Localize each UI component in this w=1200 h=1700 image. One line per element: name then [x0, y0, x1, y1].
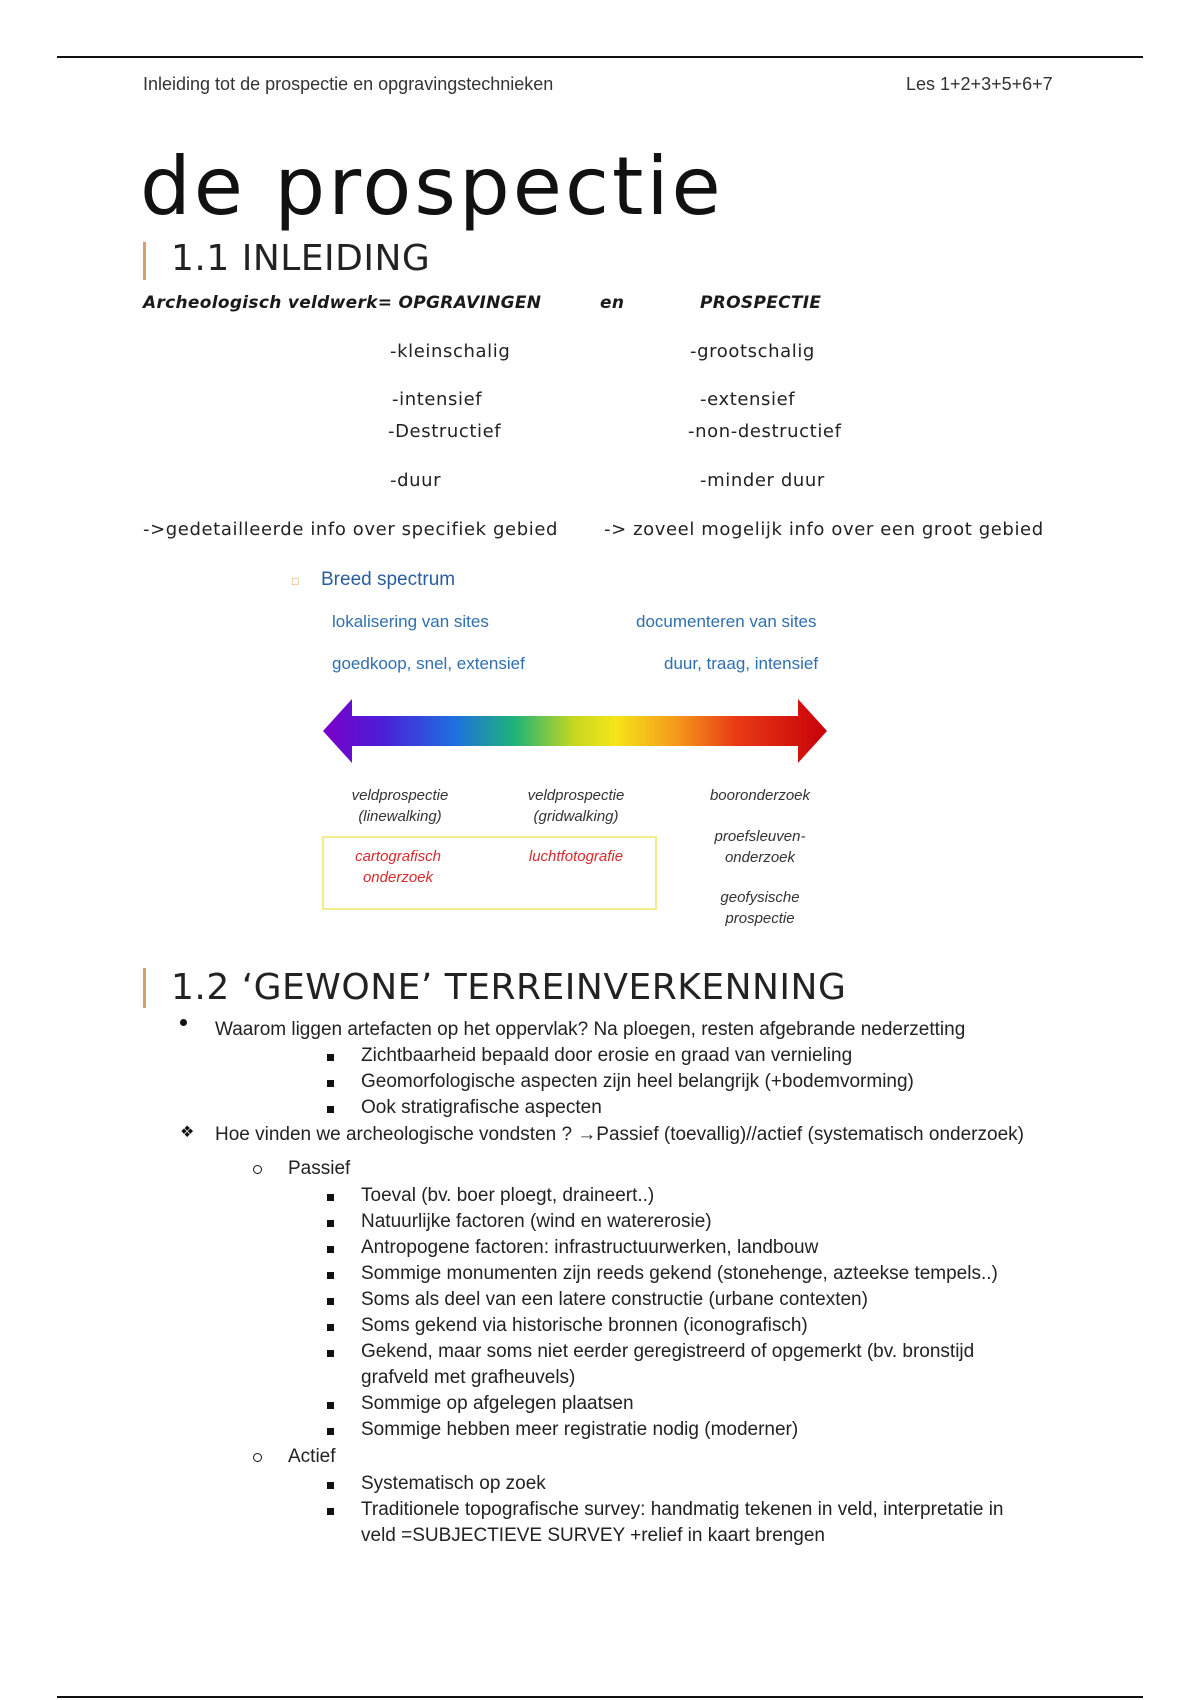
left-item: -intensief: [392, 389, 483, 410]
actief-label: Actief: [288, 1446, 336, 1467]
method-proefsleuven-onderzoek: proefsleuven-onderzoek: [714, 828, 806, 866]
square-bullet-icon: [327, 1428, 334, 1435]
square-bullet-icon: [327, 1246, 334, 1253]
square-bullet-icon: [327, 1194, 334, 1201]
header-course: Inleiding tot de prospectie en opgravingstechnieken: [143, 74, 554, 94]
bullet-dot-icon: [180, 1019, 187, 1026]
intro-label: Archeologisch veldwerk= OPGRAVINGEN: [143, 293, 542, 313]
right-item: -grootschalig: [690, 341, 815, 362]
square-bullet-icon: [327, 1324, 334, 1331]
method-geofysische-prospectie: geofysische prospectie: [720, 889, 800, 927]
square-bullet-icon: [327, 1402, 334, 1409]
intro-right-head: PROSPECTIE: [700, 293, 822, 313]
passief-label: Passief: [288, 1158, 351, 1179]
method-luchtfotografie: luchtfotografie: [528, 848, 624, 865]
circle-bullet-icon: [253, 1453, 262, 1462]
bullet-how: Hoe vinden we archeologische vondsten ? →Passief (toevallig)//actief (systematisch onderzoek): [215, 1124, 1024, 1145]
sub-item: Geomorfologische aspecten zijn heel belangrijk (+bodemvorming): [361, 1071, 914, 1092]
sub-item: Ook stratigrafische aspecten: [361, 1097, 602, 1118]
header-rule: [57, 56, 1143, 58]
square-bullet-icon: [327, 1508, 334, 1515]
circle-bullet-icon: [253, 1165, 262, 1174]
square-bullet-icon: [327, 1054, 334, 1061]
spectrum-right-line2: duur, traag, intensief: [664, 654, 819, 673]
left-item: -Destructief: [388, 421, 502, 442]
passief-item: Soms gekend via historische bronnen (iconografisch): [361, 1315, 808, 1336]
spectrum-left-line2: goedkoop, snel, extensief: [332, 654, 525, 673]
page-title: de prospectie: [140, 140, 724, 233]
square-bullet-icon: [327, 1272, 334, 1279]
actief-item: Traditionele topografische survey: handmatig tekenen in veld, interpretatie in: [361, 1499, 1004, 1520]
section1-heading: 1.1 INLEIDING: [171, 238, 431, 279]
passief-item-continued: grafveld met grafheuvels): [361, 1367, 576, 1388]
method-veldprospectie-linewalking: veldprospectie (linewalking): [351, 787, 449, 825]
spectrum-bullet-icon: □: [292, 576, 299, 588]
section2-bar: [143, 968, 146, 1008]
passief-item: Sommige op afgelegen plaatsen: [361, 1393, 634, 1414]
sub-item: Zichtbaarheid bepaald door erosie en graad van vernieling: [361, 1045, 853, 1066]
spectrum-arrow: [320, 696, 830, 766]
passief-item: Sommige hebben meer registratie nodig (moderner): [361, 1419, 799, 1440]
bullet-why: Waarom liggen artefacten op het oppervlak? Na ploegen, resten afgebrande nederzetting: [215, 1019, 966, 1040]
left-item: -duur: [390, 470, 442, 491]
diamond-bullet-icon: ❖: [180, 1124, 195, 1141]
method-cartografisch-onderzoek: cartografisch onderzoek: [355, 848, 441, 886]
right-item: -extensief: [700, 389, 796, 410]
left-summary: ->gedetailleerde info over specifiek gebied: [143, 519, 559, 540]
footer-rule: [57, 1696, 1143, 1698]
right-item: -minder duur: [700, 470, 825, 491]
left-item: -kleinschalig: [390, 341, 511, 362]
passief-item: Antropogene factoren: infrastructuurwerken, landbouw: [361, 1237, 819, 1258]
square-bullet-icon: [327, 1482, 334, 1489]
header-lessons: Les 1+2+3+5+6+7: [906, 74, 1053, 94]
square-bullet-icon: [327, 1106, 334, 1113]
section2-heading: 1.2 ‘GEWONE’ TERREINVERKENNING: [171, 967, 847, 1008]
intro-conj: en: [600, 293, 625, 313]
spectrum-right-line1: documenteren van sites: [636, 612, 817, 631]
passief-item: Toeval (bv. boer ploegt, draineert..): [361, 1185, 655, 1206]
passief-item: Soms als deel van een latere constructie (urbane contexten): [361, 1289, 868, 1310]
method-booronderzoek: booronderzoek: [709, 787, 811, 804]
passief-item: Sommige monumenten zijn reeds gekend (stonehenge, azteekse tempels..): [361, 1263, 998, 1284]
square-bullet-icon: [327, 1350, 334, 1357]
spectrum-heading: Breed spectrum: [321, 569, 456, 590]
actief-item: Systematisch op zoek: [361, 1473, 546, 1494]
right-item: -non-destructief: [688, 421, 842, 442]
square-bullet-icon: [327, 1220, 334, 1227]
method-veldprospectie-gridwalking: veldprospectie (gridwalking): [527, 787, 625, 825]
square-bullet-icon: [327, 1298, 334, 1305]
section1-bar: [143, 242, 146, 280]
right-summary: -> zoveel mogelijk info over een groot gebied: [604, 519, 1044, 540]
square-bullet-icon: [327, 1080, 334, 1087]
passief-item: Gekend, maar soms niet eerder geregistreerd of opgemerkt (bv. bronstijd: [361, 1341, 975, 1362]
spectrum-left-line1: lokalisering van sites: [332, 612, 489, 631]
actief-item-continued: veld =SUBJECTIEVE SURVEY +relief in kaart brengen: [361, 1525, 825, 1546]
passief-item: Natuurlijke factoren (wind en watererosie): [361, 1211, 712, 1232]
